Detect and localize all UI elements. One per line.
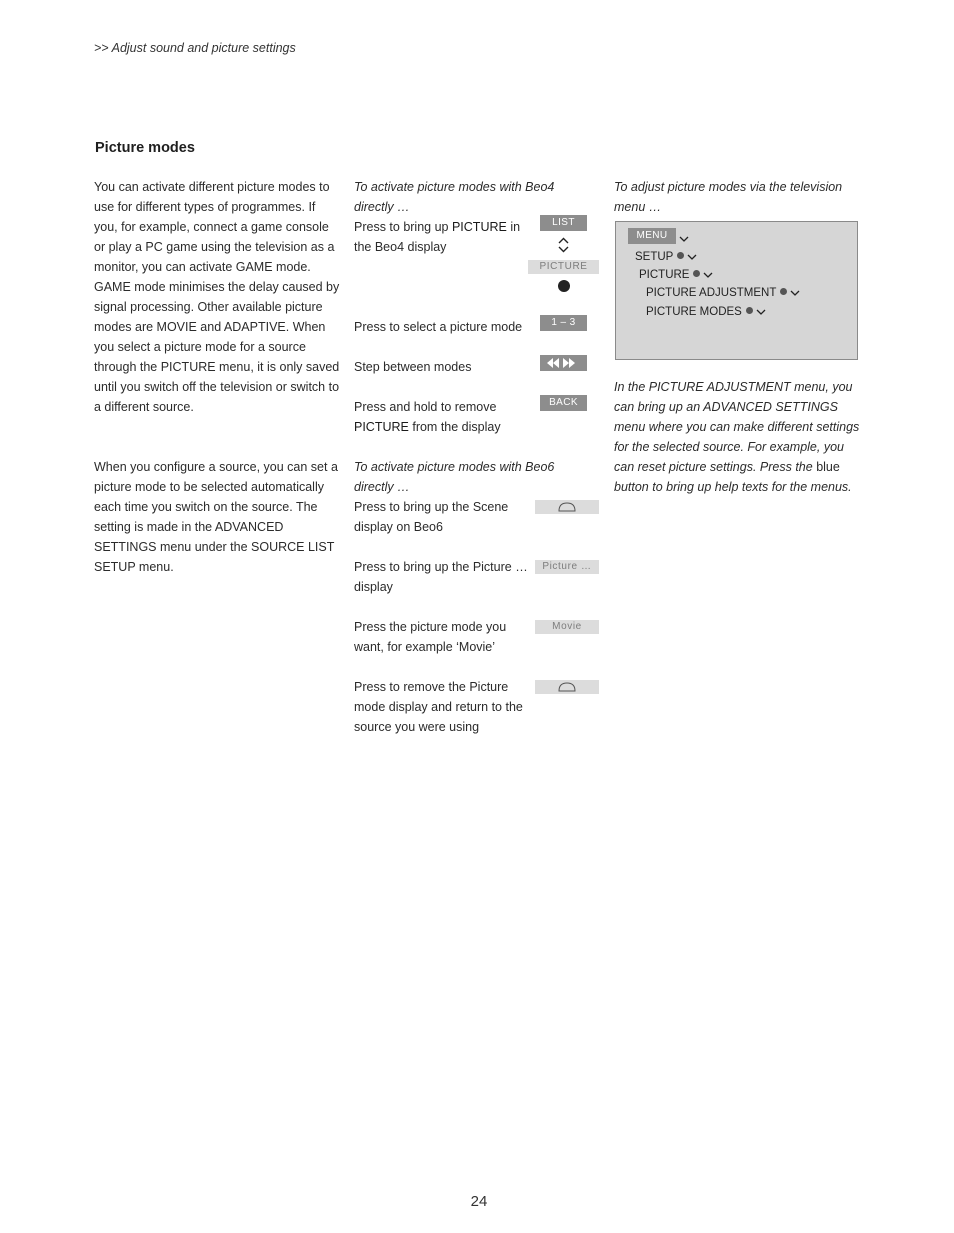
menu-item-setup[interactable]: [635, 251, 698, 263]
chevron-down-icon: [755, 307, 767, 317]
menu-item-label: PICTURE MODES: [646, 306, 742, 318]
tvmenu-note: [614, 377, 864, 497]
rewind-forward-button[interactable]: [540, 355, 587, 371]
tv-menu-diagram: [615, 221, 858, 360]
menu-item-picture-adjustment[interactable]: [646, 287, 801, 299]
list-button[interactable]: LIST: [540, 215, 587, 231]
select-dot-icon: [677, 252, 684, 259]
movie-soft-button[interactable]: Movie: [535, 620, 599, 634]
section-title: Picture modes: [95, 140, 195, 156]
page-number: 24: [470, 1193, 488, 1210]
menu-item-label: PICTURE: [639, 269, 690, 281]
beo6-step-4: Press to remove the Picture mode display and return to the source you were using: [354, 680, 523, 734]
beo4-step-1-key: PICTURE: [451, 220, 507, 234]
tvmenu-note-text-end: button to bring up help texts for the menus.: [614, 480, 852, 494]
beo6-step-3: Press the picture mode you want, for example ‘Movie’: [354, 620, 507, 654]
scene-button-return[interactable]: [535, 680, 599, 694]
scene-icon: [557, 681, 577, 693]
chevron-down-icon: [686, 252, 698, 262]
breadcrumb: >> Adjust sound and picture settings: [94, 41, 296, 55]
scene-button[interactable]: [535, 500, 599, 514]
center-button-icon[interactable]: [558, 280, 570, 292]
chevron-down-icon: [702, 270, 714, 280]
beo6-step-2: Press to bring up the Picture … display: [354, 560, 528, 594]
source-config-paragraph: When you configure a source, you can set a picture mode to be selected automatically each time you switch on the source. The setting is made in the ADVANCED SETTINGS menu under the SOURCE LIST SETUP menu.: [94, 460, 338, 574]
beo4-step-4-text-end: from the display: [408, 420, 501, 434]
beo4-step-1-text: Press to bring up: [354, 220, 452, 234]
picture-soft-button[interactable]: Picture …: [535, 560, 599, 574]
chevron-down-icon: [678, 233, 690, 247]
beo4-step-4-key: PICTURE: [354, 420, 409, 434]
beo4-step-1: [354, 217, 529, 257]
menu-item-label: PICTURE ADJUSTMENT: [646, 287, 777, 299]
beo6-step-1: Press to bring up the Scene display on Beo6: [354, 500, 509, 534]
chevron-down-icon: [789, 288, 801, 298]
beo4-step-1-text-end: in the Beo4 display: [354, 220, 521, 254]
tvmenu-note-text: In the PICTURE ADJUSTMENT menu, you can bring up an ADVANCED SETTINGS menu where you can make different settings for the selected source. For example, you can reset picture settings. Press the: [614, 380, 860, 474]
blue-button-label: blue: [816, 460, 840, 474]
intro-paragraph: You can activate different picture modes to use for different types of programmes. If you, for example, connect a game console or play a PC game using the television as a monitor, you can activate GAME mode. GAME mode minimises the delay caused by signal processing. Other available picture modes are MOVIE and ADAPTIVE. When you select a picture mode for a source through the PICTURE menu, it is only saved until you switch off the television or switch to a different source.: [94, 180, 340, 414]
tvmenu-heading: To adjust picture modes via the television menu …: [614, 180, 843, 214]
select-dot-icon: [780, 288, 787, 295]
beo4-step-2: Press to select a picture mode: [354, 320, 523, 334]
beo4-heading: To activate picture modes with Beo4 directly …: [354, 180, 555, 214]
scene-icon: [557, 501, 577, 513]
menu-button[interactable]: MENU: [628, 228, 676, 244]
menu-item-picture-modes[interactable]: [646, 306, 767, 318]
beo6-heading: To activate picture modes with Beo6 directly …: [354, 460, 555, 494]
back-button[interactable]: BACK: [540, 395, 587, 411]
menu-item-picture[interactable]: [639, 269, 714, 281]
up-down-arrows-icon: [557, 237, 570, 256]
select-dot-icon: [746, 307, 753, 314]
beo4-step-4-text: Press and hold to remove: [354, 400, 497, 414]
beo4-step-4: [354, 397, 529, 437]
number-range-button[interactable]: 1 – 3: [540, 315, 587, 331]
picture-display: PICTURE: [528, 260, 599, 274]
menu-item-label: SETUP: [635, 251, 674, 263]
select-dot-icon: [693, 270, 700, 277]
beo4-step-3: Step between modes: [354, 360, 472, 374]
